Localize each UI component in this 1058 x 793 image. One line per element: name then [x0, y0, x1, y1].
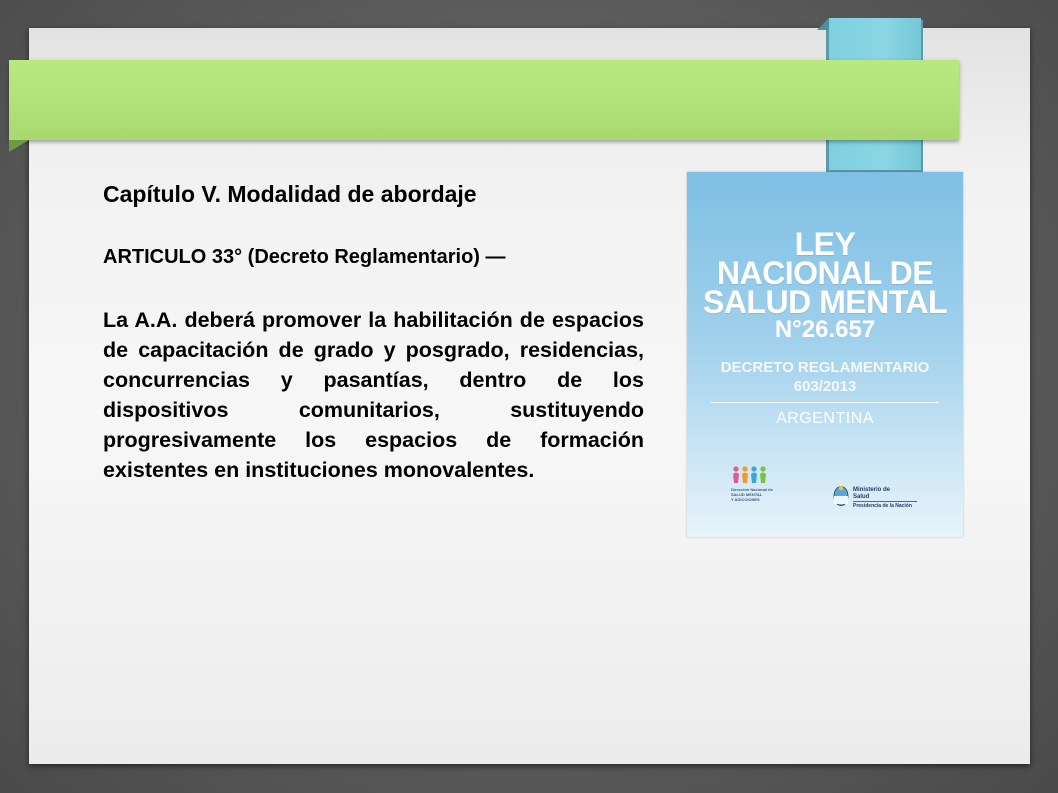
ministry-logo [833, 485, 925, 517]
ministry-text-line: Salud [853, 493, 870, 500]
people-logo-icon [731, 465, 775, 485]
title-band [9, 60, 959, 140]
cover-law-number: N°26.657 [774, 316, 876, 343]
book-cover-image [687, 172, 963, 537]
national-shield-icon [833, 485, 849, 507]
cover-divider [711, 402, 939, 403]
logo-text-line: SALUD MENTAL [731, 492, 763, 497]
cover-title-line: LEY [794, 226, 856, 262]
cover-title-line: NACIONAL DE [716, 255, 934, 291]
cover-decree-line: 603/2013 [793, 378, 857, 395]
cover-title [687, 226, 963, 320]
cover-country: ARGENTINA [776, 410, 874, 427]
mental-health-logo [731, 465, 781, 502]
article-body: La A.A. deberá promover la habilitación de espacios de capacitación de grado y posgrado, residencias, concurrencias y pasantías, dentro de los dispositivos comunitarios, sustituyendo progresivamente los espacios de formación existentes en instituciones monovalentes. [103, 308, 644, 482]
accent-tab-fold [817, 18, 829, 30]
ministry-text-line: Ministerio de [853, 487, 891, 493]
article-heading: ARTICULO 33° (Decreto Reglamentario) — [103, 246, 506, 268]
chapter-heading: Capítulo V. Modalidad de abordaje [103, 181, 477, 207]
cover-decree-line: DECRETO REGLAMENTARIO [720, 359, 930, 376]
cover-title-line: SALUD MENTAL [702, 284, 948, 320]
logo-text-line: Y ADICCIONES [731, 497, 760, 502]
logo-text-line: Dirección Nacional de [731, 487, 773, 492]
title-band-fold [9, 140, 29, 152]
cover-decree [687, 358, 963, 396]
ministry-subtitle: Presidencia de la Nación [853, 501, 917, 510]
